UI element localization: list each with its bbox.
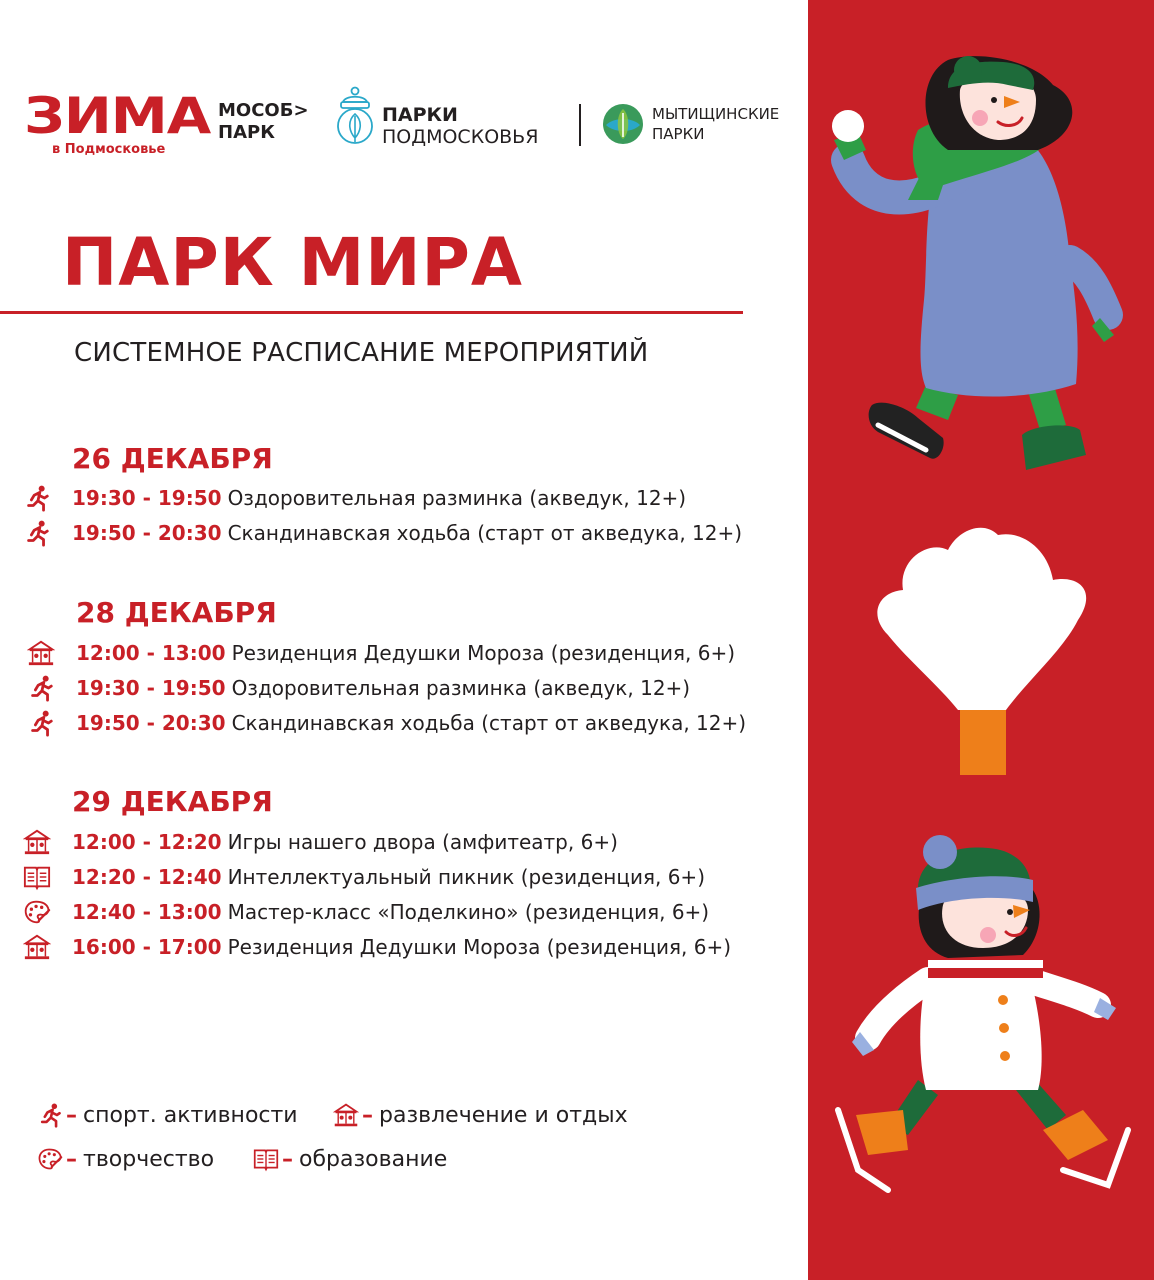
palette-icon [22, 898, 52, 926]
legend-item-education [252, 1146, 447, 1172]
parki-tree-icon [335, 86, 375, 148]
event-time: 16:00 - 17:00 [72, 935, 222, 959]
event-time: 12:00 - 13:00 [76, 641, 226, 665]
day-heading: 28 ДЕКАБРЯ [76, 596, 277, 629]
event-row [22, 930, 731, 964]
event-row [26, 636, 735, 670]
palette-icon [36, 1146, 64, 1172]
event-row [22, 860, 705, 894]
legend-item-sport [36, 1102, 298, 1128]
event-description: Резиденция Дедушки Мороза (резиденция, 6+) [231, 641, 736, 665]
event-time: 12:40 - 13:00 [72, 900, 222, 924]
legend-label: образование [299, 1146, 448, 1172]
mytishchi-line1: МЫТИЩИНСКИЕ [652, 105, 780, 123]
sport-icon [26, 674, 56, 702]
legend-dash: – [66, 1146, 77, 1172]
page-title: ПАРК МИРА [62, 224, 523, 301]
day-heading: 26 ДЕКАБРЯ [72, 442, 273, 475]
parki-line2: ПОДМОСКОВЬЯ [382, 126, 539, 148]
event-description: Скандинавская ходьба (старт от акведука, 12+) [227, 521, 743, 545]
zima-logo-subtitle: в Подмосковье [52, 142, 166, 157]
event-row [26, 671, 690, 705]
event-row [22, 825, 618, 859]
decorative-side-panel [808, 0, 1154, 1280]
parki-line1: ПАРКИ [382, 104, 458, 126]
carousel-icon [22, 828, 52, 856]
mytishchi-parks-logo [652, 104, 779, 144]
event-description: Резиденция Дедушки Мороза (резиденция, 6+) [227, 935, 732, 959]
page-subtitle: СИСТЕМНОЕ РАСПИСАНИЕ МЕРОПРИЯТИЙ [74, 338, 649, 368]
event-description: Интеллектуальный пикник (резиденция, 6+) [227, 865, 705, 889]
legend-dash: – [362, 1102, 373, 1128]
event-description: Игры нашего двора (амфитеатр, 6+) [227, 830, 618, 854]
event-time: 19:50 - 20:30 [72, 521, 222, 545]
mytishchi-parks-icon [602, 103, 644, 145]
snowy-tree-illustration [808, 520, 1154, 780]
sport-icon [22, 484, 52, 512]
event-row [22, 481, 686, 515]
legend-dash: – [282, 1146, 293, 1172]
legend-item-creativity [36, 1146, 214, 1172]
sport-icon [26, 709, 56, 737]
event-time: 19:30 - 19:50 [76, 676, 226, 700]
carousel-icon [332, 1102, 360, 1128]
event-row [26, 706, 746, 740]
carousel-icon [22, 933, 52, 961]
event-description: Скандинавская ходьба (старт от акведука, 12+) [231, 711, 747, 735]
girl-with-snowball-illustration [808, 0, 1154, 480]
event-description: Оздоровительная разминка (акведук, 12+) [227, 486, 687, 510]
legend-label: развлечение и отдых [379, 1102, 628, 1128]
carousel-icon [26, 639, 56, 667]
event-row [22, 516, 742, 550]
event-description: Мастер-класс «Поделкино» (резиденция, 6+) [227, 900, 710, 924]
zima-logo-word: ЗИМА [24, 87, 211, 145]
event-description: Оздоровительная разминка (акведук, 12+) [231, 676, 691, 700]
skating-child-illustration [808, 810, 1154, 1280]
mytishchi-line2: ПАРКИ [652, 125, 705, 143]
parki-podmoskovya-logo [382, 104, 538, 148]
event-time: 12:00 - 12:20 [72, 830, 222, 854]
day-heading: 29 ДЕКАБРЯ [72, 785, 273, 818]
book-icon [252, 1146, 280, 1172]
mosobpark-line2: ПАРК [218, 122, 275, 143]
legend-label: творчество [83, 1146, 215, 1172]
legend-item-entertainment [332, 1102, 628, 1128]
event-time: 12:20 - 12:40 [72, 865, 222, 889]
event-time: 19:30 - 19:50 [72, 486, 222, 510]
book-icon [22, 863, 52, 891]
logo-divider [579, 104, 581, 146]
title-underline [0, 311, 743, 314]
sport-icon [22, 519, 52, 547]
legend-label: спорт. активности [83, 1102, 298, 1128]
legend-dash: – [66, 1102, 77, 1128]
event-row [22, 895, 709, 929]
mosobpark-line1: МОСОБ> [218, 100, 309, 121]
sport-icon [36, 1102, 64, 1128]
mosobpark-logo [218, 100, 309, 144]
event-time: 19:50 - 20:30 [76, 711, 226, 735]
